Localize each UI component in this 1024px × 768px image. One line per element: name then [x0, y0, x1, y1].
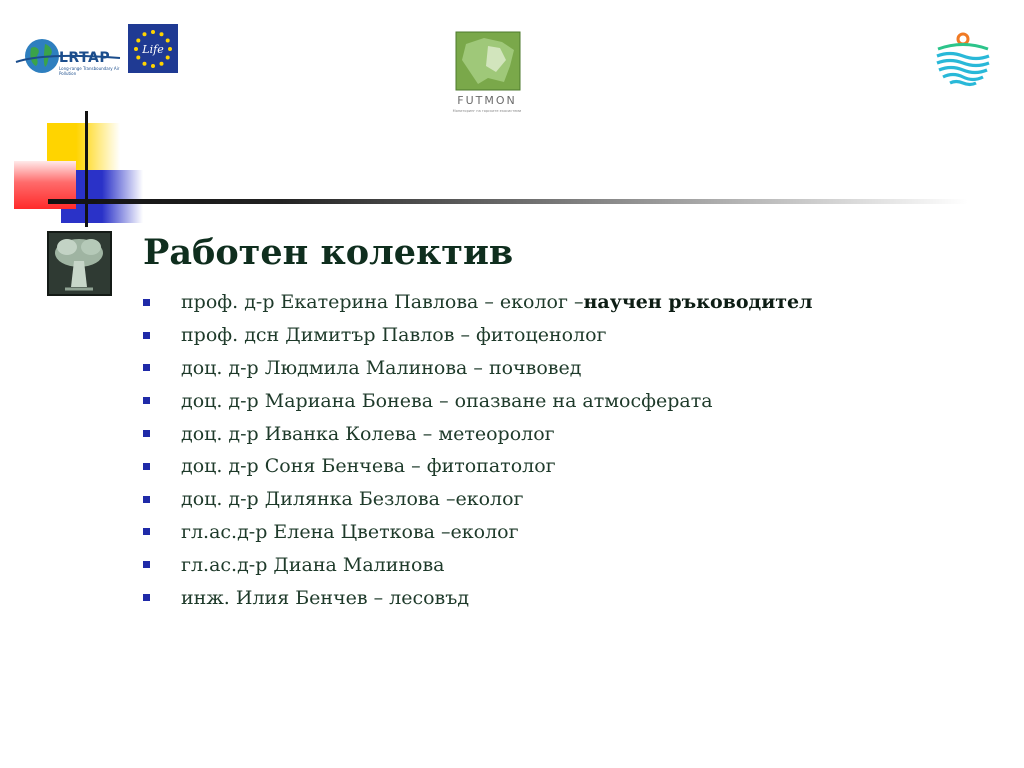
list-item-text: доц. д-р Иванка Колева – метеоролог: [181, 422, 555, 445]
list-item-text: гл.ас.д-р Диана Малинова: [181, 553, 445, 576]
list-item-bold: научен ръководител: [583, 291, 813, 314]
lrtap-wordmark: LRTAP: [59, 50, 111, 66]
sun-waves-icon: [934, 30, 992, 88]
decor-horizontal-line: [48, 199, 968, 204]
tree-image: [47, 231, 112, 296]
futmon-wordmark: FUTMON: [457, 94, 517, 107]
team-list: [143, 286, 813, 614]
bullet-icon: [143, 594, 150, 601]
bullet-icon: [143, 528, 150, 535]
list-item: [143, 286, 813, 319]
bullet-icon: [143, 561, 150, 568]
list-item: [143, 417, 813, 450]
list-item-text: доц. д-р Дилянка Безлова –еколог: [181, 488, 524, 511]
list-item: [143, 548, 813, 581]
list-item-text: проф. д-р Екатерина Павлова – еколог –: [181, 291, 584, 314]
tree-icon: [47, 231, 112, 296]
list-item: [143, 319, 813, 352]
bullet-icon: [143, 496, 150, 503]
list-item: [143, 483, 813, 516]
bullet-icon: [143, 332, 150, 339]
list-item: [143, 450, 813, 483]
list-item-text: инж. Илия Бенчев – лесовъд: [181, 586, 470, 609]
decor-vertical-line: [85, 111, 88, 227]
list-item: [143, 384, 813, 417]
list-item: [143, 516, 813, 549]
list-item-text: доц. д-р Мариана Бонева – опазване на атмосферата: [181, 389, 713, 412]
sun-waves-logo: [934, 30, 992, 88]
list-item: [143, 581, 813, 614]
list-item-text: доц. д-р Людмила Малинова – почвовед: [181, 356, 582, 379]
list-item-text: доц. д-р Соня Бенчева – фитопатолог: [181, 455, 556, 478]
bullet-icon: [143, 299, 150, 306]
europe-map-icon: [448, 26, 526, 92]
eu-stars-icon: [128, 24, 178, 73]
bullet-icon: [143, 364, 150, 371]
list-item: [143, 352, 813, 385]
eu-life-logo: [128, 24, 178, 73]
list-item-text: проф. дсн Димитър Павлов – фитоценолог: [181, 324, 607, 347]
list-item-text: гл.ас.д-р Елена Цветкова –еколог: [181, 520, 519, 543]
life-mark: Life: [142, 43, 164, 56]
lrtap-subtitle: Long-range Transboundary Air Pollution: [59, 66, 120, 76]
futmon-subtitle: Мониторинг на горските екосистеми: [452, 109, 522, 113]
bullet-icon: [143, 430, 150, 437]
lrtap-logo: [14, 36, 122, 76]
bullet-icon: [143, 397, 150, 404]
futmon-logo: [448, 26, 526, 118]
bullet-icon: [143, 463, 150, 470]
slide-title: Работен колектив: [143, 232, 514, 273]
